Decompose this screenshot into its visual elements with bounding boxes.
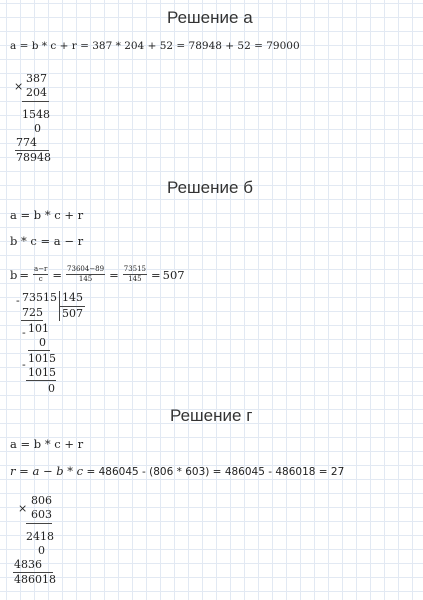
fraction-1 xyxy=(33,265,48,284)
mult-sign: × xyxy=(14,80,24,93)
fraction-2-den: 145 xyxy=(78,275,93,283)
heading-b: Решение б xyxy=(167,178,253,197)
fraction-3-num: 73515 xyxy=(123,265,147,273)
division-line-2 xyxy=(28,350,50,351)
fraction-3-den: 145 xyxy=(128,275,142,283)
equation-a: a = b * c + r = 387 * 204 + 52 = 78948 + 52 = 79000 xyxy=(10,40,300,52)
dividend: 73515 xyxy=(22,291,57,304)
partial-3: 4836 xyxy=(14,558,42,571)
quotient: 507 xyxy=(62,307,83,320)
remainder-1: 101 xyxy=(28,322,49,335)
division-line-3 xyxy=(26,380,56,381)
remainder-2: 1015 xyxy=(28,352,56,365)
subtrahend-1: 725 xyxy=(22,306,43,319)
partial-1: 2418 xyxy=(26,530,54,543)
division-line-1 xyxy=(21,320,43,321)
subtrahend-2: 0 xyxy=(39,336,46,349)
equation-b-2: b * c = a − r xyxy=(10,234,84,248)
heading-a: Решение а xyxy=(167,8,253,27)
mult-result: 486018 xyxy=(14,573,56,586)
fraction-1-num: a−r xyxy=(34,265,48,273)
final-remainder: 0 xyxy=(48,382,55,395)
divisor: 145 xyxy=(62,291,83,304)
factor-1: 806 xyxy=(31,494,52,507)
factor-1: 387 xyxy=(26,72,47,85)
equals-sign: = xyxy=(19,267,30,282)
equals-sign: = xyxy=(109,267,119,282)
fraction-1-den: c xyxy=(38,275,43,283)
partial-2: 0 xyxy=(38,544,45,557)
heading-g: Решение г xyxy=(170,406,253,425)
equals-sign: = xyxy=(151,267,161,282)
subtrahend-3: 1015 xyxy=(28,366,56,379)
fraction-2 xyxy=(66,265,105,284)
factor-2: 204 xyxy=(26,86,47,99)
minus-sign: - xyxy=(22,326,26,339)
fraction-3 xyxy=(123,265,147,284)
equation-g-1: a = b * c + r xyxy=(10,437,84,451)
mult-result: 78948 xyxy=(16,151,51,164)
equation-b-1: a = b * c + r xyxy=(10,208,84,222)
fraction-equation xyxy=(10,265,185,284)
minus-sign: - xyxy=(22,358,26,371)
equals-sign: = xyxy=(52,267,63,282)
equation-g-2-expr: r = a − b * c xyxy=(10,464,84,478)
mult-line xyxy=(22,101,49,102)
partial-3: 774 xyxy=(16,136,37,149)
partial-2: 0 xyxy=(34,122,41,135)
fraction-2-num: 73604−89 xyxy=(67,265,105,273)
partial-1: 1548 xyxy=(22,108,50,121)
minus-sign: - xyxy=(16,294,20,307)
equation-g-2 xyxy=(10,464,344,478)
mult-line xyxy=(26,523,52,524)
equation-g-2-rest: = 486045 - (806 * 603) = 486045 - 486018 = 27 xyxy=(83,466,345,478)
frac-lhs: b xyxy=(10,267,18,282)
frac-result: 507 xyxy=(162,267,185,282)
factor-2: 603 xyxy=(31,508,52,521)
mult-sign: × xyxy=(18,502,28,515)
